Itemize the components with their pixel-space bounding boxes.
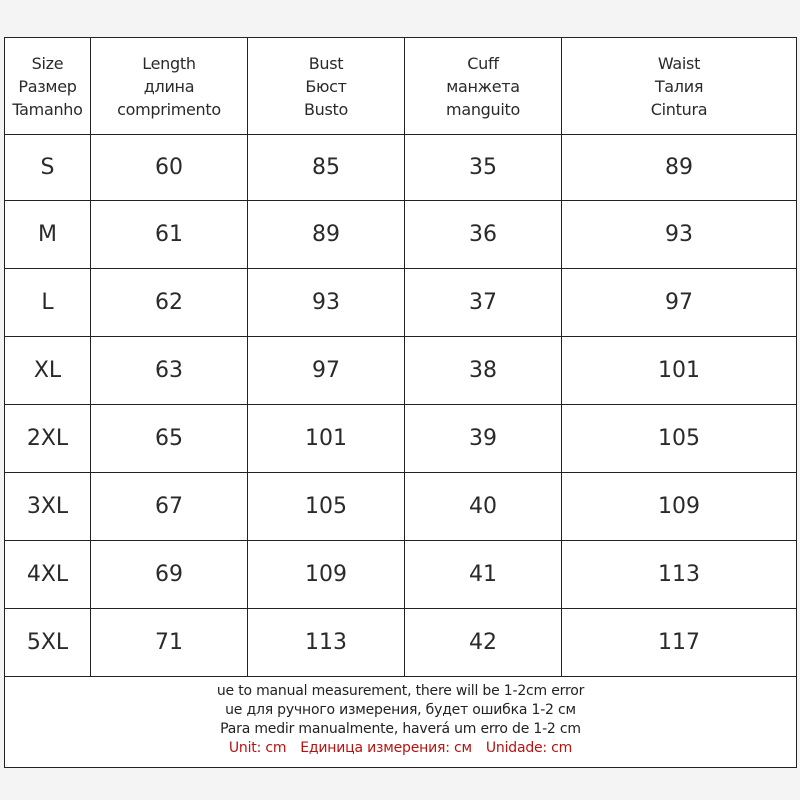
cuff-cell: 41 [405, 541, 562, 609]
header-length: Length длина comprimento [91, 38, 248, 135]
waist-cell: 89 [562, 135, 797, 201]
length-cell: 71 [91, 609, 248, 677]
header-row [5, 38, 797, 135]
size-cell: S [5, 135, 91, 201]
size-cell: 3XL [5, 473, 91, 541]
bust-cell: 109 [248, 541, 405, 609]
cuff-cell: 37 [405, 269, 562, 337]
length-cell: 69 [91, 541, 248, 609]
unit-portuguese: Unidade: cm [485, 740, 573, 756]
size-cell: XL [5, 337, 91, 405]
notes-cell [5, 677, 797, 768]
table-row [5, 405, 797, 473]
length-cell: 67 [91, 473, 248, 541]
size-cell: M [5, 201, 91, 269]
note-english: ue to manual measurement, there will be 1-2cm error [216, 683, 585, 699]
bust-cell: 97 [248, 337, 405, 405]
waist-cell: 105 [562, 405, 797, 473]
size-chart-table [4, 37, 797, 768]
cuff-cell: 39 [405, 405, 562, 473]
waist-cell: 97 [562, 269, 797, 337]
table-row [5, 609, 797, 677]
bust-cell: 105 [248, 473, 405, 541]
length-cell: 62 [91, 269, 248, 337]
cuff-cell: 35 [405, 135, 562, 201]
length-cell: 63 [91, 337, 248, 405]
size-cell: 4XL [5, 541, 91, 609]
bust-cell: 101 [248, 405, 405, 473]
header-waist: Waist Талия Cintura [562, 38, 797, 135]
length-cell: 65 [91, 405, 248, 473]
length-cell: 61 [91, 201, 248, 269]
waist-cell: 113 [562, 541, 797, 609]
length-cell: 60 [91, 135, 248, 201]
note-russian: ue для ручного измерения, будет ошибка 1-2 см [225, 702, 576, 718]
unit-english: Unit: cm [228, 740, 287, 756]
cuff-cell: 42 [405, 609, 562, 677]
unit-russian: Единица измерения: см [300, 740, 472, 756]
bust-cell: 85 [248, 135, 405, 201]
bust-cell: 89 [248, 201, 405, 269]
waist-cell: 109 [562, 473, 797, 541]
waist-cell: 101 [562, 337, 797, 405]
table-row [5, 337, 797, 405]
waist-cell: 93 [562, 201, 797, 269]
note-portuguese: Para medir manualmente, haverá um erro de 1-2 cm [220, 721, 581, 737]
bust-cell: 113 [248, 609, 405, 677]
header-size: Size Размер Tamanho [5, 38, 91, 135]
unit-line [5, 739, 796, 758]
cuff-cell: 40 [405, 473, 562, 541]
size-cell: L [5, 269, 91, 337]
table-row [5, 269, 797, 337]
table-row [5, 201, 797, 269]
notes-row [5, 677, 797, 768]
header-bust: Bust Бюст Busto [248, 38, 405, 135]
header-cuff: Cuff манжета manguito [405, 38, 562, 135]
cuff-cell: 38 [405, 337, 562, 405]
size-cell: 5XL [5, 609, 91, 677]
table-row [5, 473, 797, 541]
table-row [5, 541, 797, 609]
table-row [5, 135, 797, 201]
size-cell: 2XL [5, 405, 91, 473]
cuff-cell: 36 [405, 201, 562, 269]
waist-cell: 117 [562, 609, 797, 677]
bust-cell: 93 [248, 269, 405, 337]
